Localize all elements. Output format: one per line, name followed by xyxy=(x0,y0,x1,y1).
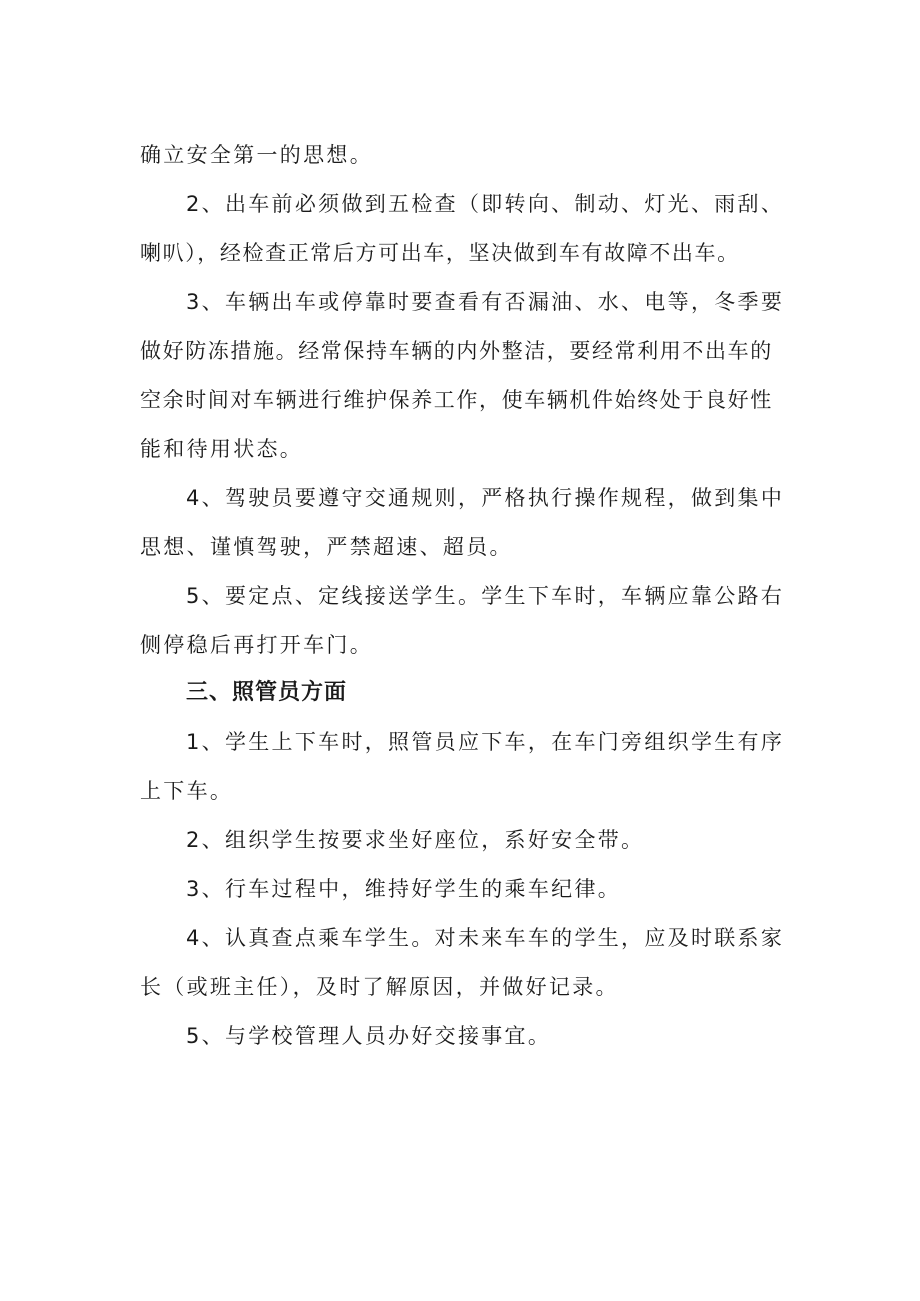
text-line: 4、认真查点乘车学生。对未来车车的学生，应及时联系家 xyxy=(186,926,785,950)
text-line: 1、学生上下车时，照管员应下车，在车门旁组织学生有序 xyxy=(186,730,785,754)
text-line: 上下车。 xyxy=(140,779,234,803)
text-line: 侧停稳后再打开车门。 xyxy=(140,633,373,657)
text-line: 5、要定点、定线接送学生。学生下车时，车辆应靠公路右 xyxy=(186,584,785,608)
text-line: 长（或班主任），及时了解原因，并做好记录。 xyxy=(140,975,619,999)
text-line: 4、驾驶员要遵守交通规则，严格执行操作规程，做到集中 xyxy=(186,486,785,510)
text-line: 能和待用状态。 xyxy=(140,437,304,461)
text-line: 空余时间对车辆进行维护保养工作，使车辆机件始终处于良好性 xyxy=(140,388,773,412)
text-line: 3、行车过程中，维持好学生的乘车纪律。 xyxy=(186,877,622,901)
text-line: 确立安全第一的思想。 xyxy=(140,143,373,167)
text-line: 5、与学校管理人员办好交接事宜。 xyxy=(186,1024,552,1048)
text-line: 做好防冻措施。经常保持车辆的内外整洁，要经常利用不出车的 xyxy=(140,339,773,363)
text-line: 3、车辆出车或停靠时要查看有否漏油、水、电等，冬季要 xyxy=(186,290,785,314)
text-line: 2、出车前必须做到五检查（即转向、制动、灯光、雨刮、 xyxy=(186,192,785,216)
section-heading: 三、照管员方面 xyxy=(186,680,348,705)
text-line: 思想、谨慎驾驶，严禁超速、超员。 xyxy=(140,535,513,559)
text-line: 喇叭），经检查正常后方可出车，坚决做到车有故障不出车。 xyxy=(140,241,740,265)
text-line: 2、组织学生按要求坐好座位，系好安全带。 xyxy=(186,828,645,852)
